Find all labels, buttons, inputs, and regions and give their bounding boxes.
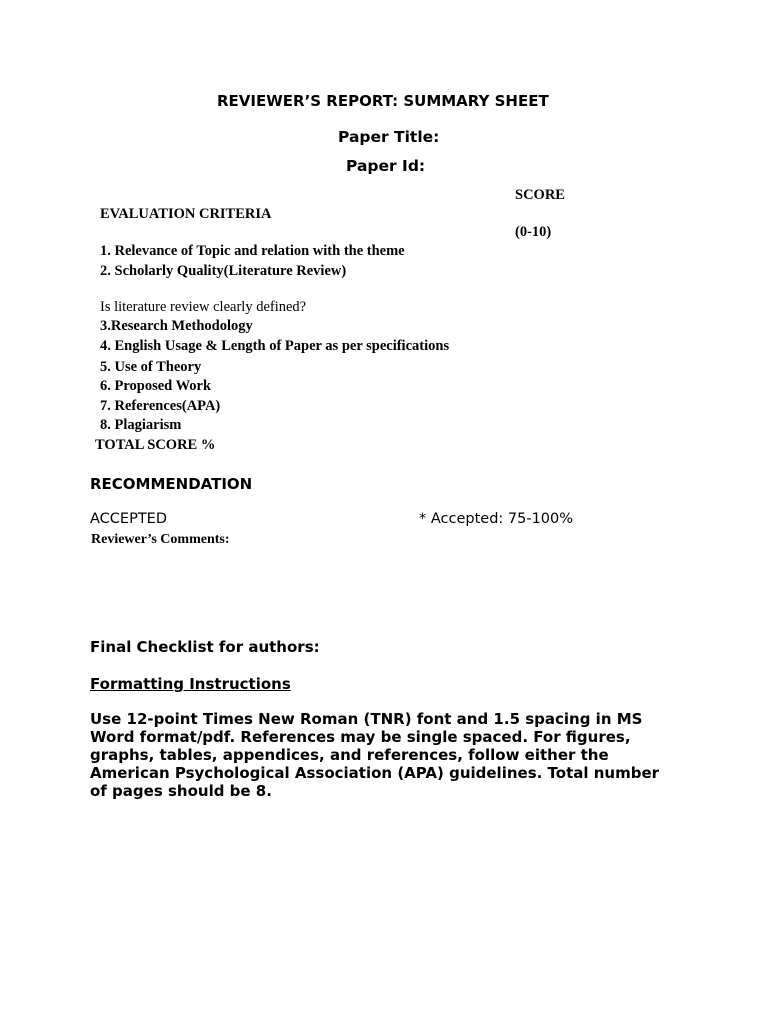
formatting-instructions-text: Use 12-point Times New Roman (TNR) font and 1.5 spacing in MS Word format/pdf. References may be single spaced. For figures, graphs, tables, appendices, and references, follow either the American Psychological Association (APA) guidelines. Total number of pages should be 8. [90,710,660,800]
recommendation-status: ACCEPTED [90,511,168,527]
reviewer-comments-label: Reviewer’s Comments: [91,532,230,547]
criteria-question: Is literature review clearly defined? [100,299,307,315]
criteria-item: 3.Research Methodology [100,318,253,334]
report-title: REVIEWER’S REPORT: SUMMARY SHEET [217,92,549,110]
final-checklist-heading: Final Checklist for authors: [90,638,320,656]
criteria-item: 5. Use of Theory [100,359,202,375]
score-header: SCORE [515,187,565,203]
criteria-item: 6. Proposed Work [100,378,212,394]
evaluation-criteria-heading: EVALUATION CRITERIA [100,206,272,222]
paper-id-label: Paper Id: [346,157,426,175]
acceptance-note: * Accepted: 75-100% [419,511,574,527]
recommendation-heading: RECOMMENDATION [90,475,253,493]
criteria-item: 7. References(APA) [100,398,221,414]
score-range: (0-10) [515,224,552,240]
criteria-item: 4. English Usage & Length of Paper as per specifications [100,338,450,354]
formatting-instructions-heading: Formatting Instructions [90,675,291,693]
total-score-label: TOTAL SCORE % [95,437,216,453]
criteria-item: 1. Relevance of Topic and relation with the theme [100,243,405,259]
criteria-item: 2. Scholarly Quality(Literature Review) [100,263,347,279]
criteria-item: 8. Plagiarism [100,417,182,433]
paper-title-label: Paper Title: [338,128,440,146]
